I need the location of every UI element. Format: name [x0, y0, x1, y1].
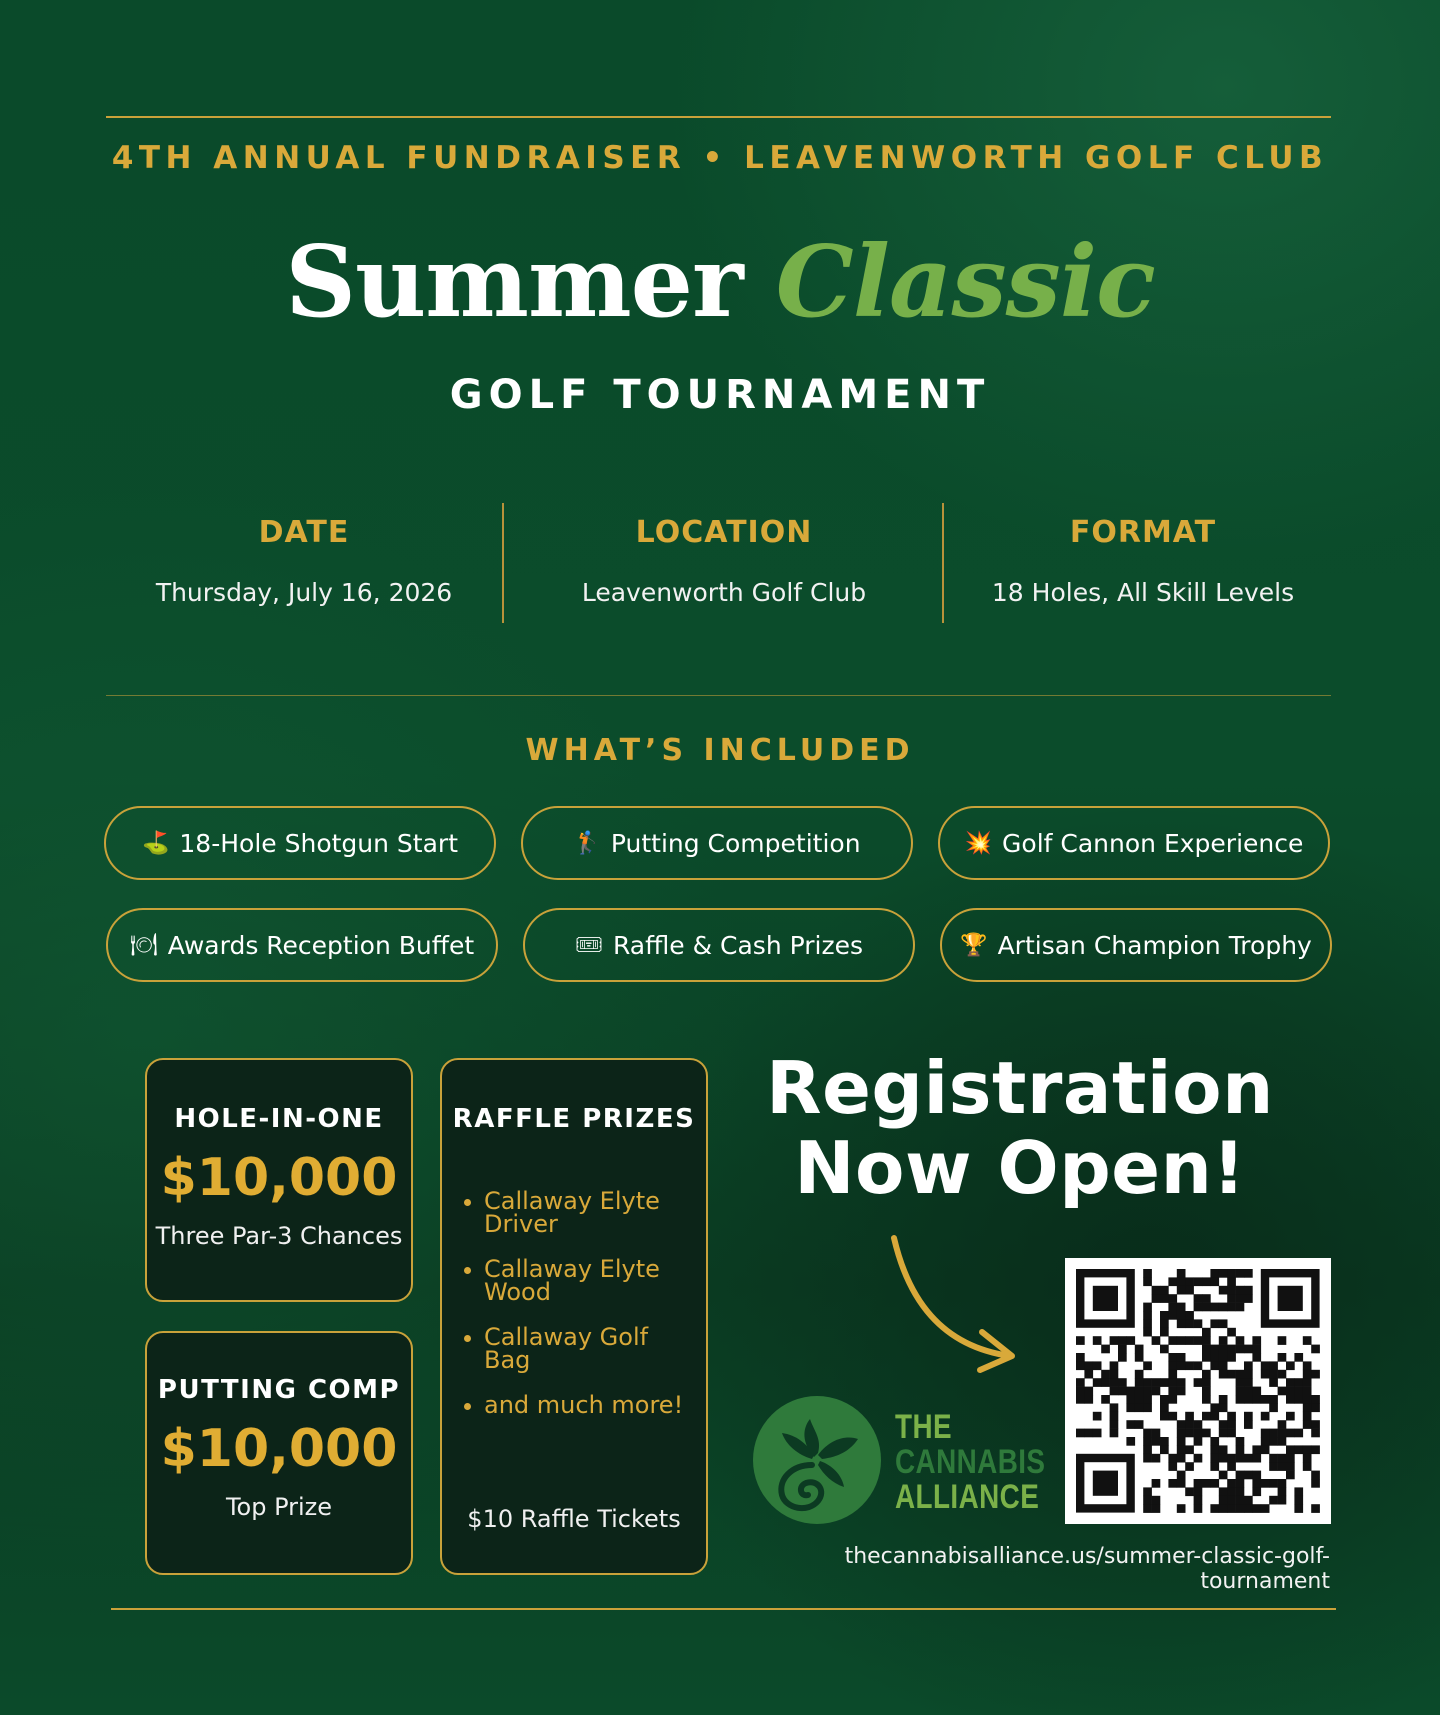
- included-item-label: Awards Reception Buffet: [167, 930, 475, 960]
- registration-headline: [740, 1048, 1300, 1208]
- raffle-prizes-label: RAFFLE PRIZES: [452, 1104, 696, 1134]
- included-item-label: Raffle & Cash Prizes: [612, 930, 863, 960]
- org-name-line-3: ALLIANCE: [895, 1478, 1040, 1516]
- middle-divider: [106, 695, 1331, 696]
- included-item-awards-buffet: [106, 908, 498, 982]
- included-item-golf-cannon: [938, 806, 1330, 880]
- org-name-line-1: THE: [895, 1408, 952, 1446]
- raffle-prizes-card: [440, 1058, 708, 1575]
- raffle-prize-list: [462, 1187, 694, 1439]
- date-label: DATE: [258, 515, 350, 550]
- raffle-tickets-note: $10 Raffle Tickets: [467, 1505, 681, 1533]
- event-title: [0, 225, 1440, 340]
- included-item-raffle-prizes: [523, 908, 915, 982]
- raffle-prize-item: Callaway Elyte Driver: [462, 1190, 694, 1236]
- golfer-icon: 🏌: [573, 830, 601, 856]
- included-item-label: Golf Cannon Experience: [1002, 828, 1304, 858]
- explosion-icon: 💥: [964, 830, 993, 856]
- title-word-summer: Summer: [285, 225, 743, 340]
- detail-divider: [502, 503, 504, 623]
- ticket-icon: 🎟: [575, 932, 603, 958]
- putting-comp-card: [145, 1331, 413, 1575]
- putting-comp-sub: Top Prize: [225, 1493, 333, 1521]
- hole-in-one-sub: Three Par-3 Chances: [155, 1222, 403, 1250]
- organization-name: [895, 1410, 1045, 1515]
- hole-in-one-label: HOLE-IN-ONE: [174, 1104, 384, 1134]
- putting-comp-label: PUTTING COMP: [157, 1375, 401, 1405]
- format-detail: [943, 515, 1343, 607]
- golf-flag-icon: ⛳: [142, 830, 170, 856]
- raffle-prize-item: Callaway Elyte Wood: [462, 1258, 694, 1304]
- location-detail: [524, 515, 924, 607]
- title-word-classic: Classic: [775, 225, 1155, 340]
- top-divider: [106, 116, 1331, 118]
- cannabis-alliance-logo-icon: [752, 1395, 882, 1525]
- registration-qr-code[interactable]: [1065, 1258, 1331, 1524]
- event-subtitle: GOLF TOURNAMENT: [449, 372, 991, 418]
- registration-line-1: Registration: [766, 1046, 1274, 1130]
- included-item-label: Putting Competition: [610, 828, 861, 858]
- arrow-icon: [880, 1228, 1030, 1378]
- org-name-line-2: CANNABIS: [895, 1443, 1046, 1481]
- raffle-prize-item: and much more!: [462, 1394, 694, 1417]
- included-title: WHAT’S INCLUDED: [525, 733, 915, 768]
- date-value: Thursday, July 16, 2026: [155, 578, 453, 607]
- included-item-champion-trophy: [940, 908, 1332, 982]
- location-label: LOCATION: [635, 515, 813, 550]
- location-value: Leavenworth Golf Club: [581, 578, 867, 607]
- raffle-prize-item: Callaway Golf Bag: [462, 1326, 694, 1372]
- format-value: 18 Holes, All Skill Levels: [991, 578, 1295, 607]
- included-item-label: 18-Hole Shotgun Start: [179, 828, 458, 858]
- date-detail: [104, 515, 504, 607]
- included-item-label: Artisan Champion Trophy: [997, 930, 1312, 960]
- registration-url[interactable]: thecannabisalliance.us/summer-classic-golf-tournament: [844, 1544, 1330, 1594]
- registration-line-2: Now Open!: [794, 1126, 1246, 1210]
- qr-code-icon: [1065, 1258, 1331, 1524]
- event-kicker: 4TH ANNUAL FUNDRAISER • LEAVENWORTH GOLF CLUB: [111, 140, 1329, 176]
- hole-in-one-amount: $10,000: [160, 1148, 398, 1208]
- bottom-divider: [111, 1608, 1336, 1610]
- included-item-putting-competition: [521, 806, 913, 880]
- hole-in-one-card: [145, 1058, 413, 1302]
- format-label: FORMAT: [1069, 515, 1217, 550]
- putting-comp-amount: $10,000: [160, 1419, 398, 1479]
- included-item-shotgun-start: [104, 806, 496, 880]
- trophy-icon: 🏆: [960, 932, 988, 958]
- plate-icon: 🍽: [129, 932, 158, 958]
